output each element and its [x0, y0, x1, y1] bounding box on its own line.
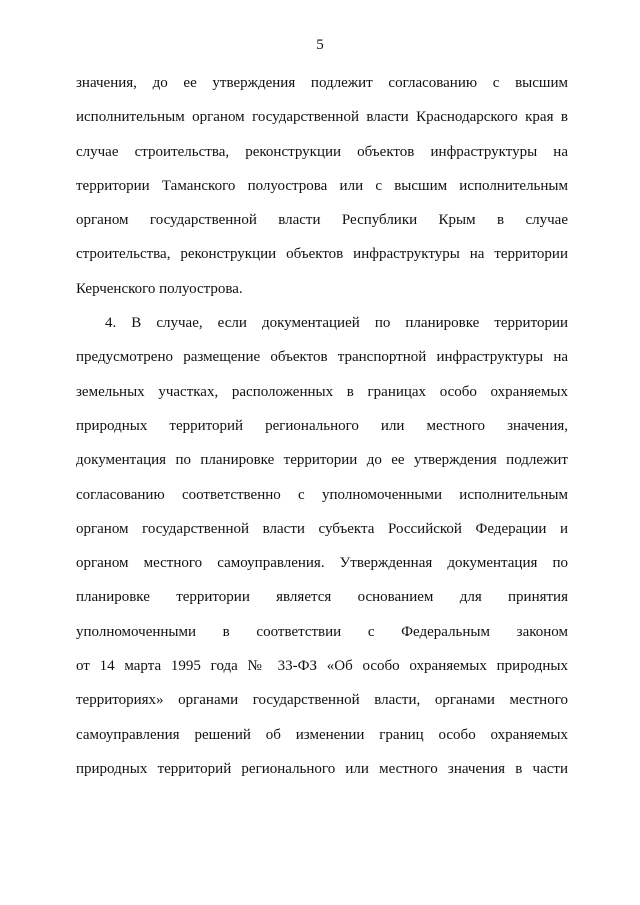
text-line: документация по планировке территории до ее утверждения подлежит [76, 452, 568, 469]
text-line: значения, до ее утверждения подлежит согласованию с высшим [76, 75, 568, 91]
text-line: органом государственной власти субъекта Российской Федерации и [76, 520, 568, 537]
text-line: уполномоченными в соответствии с Федеральным законом [76, 623, 568, 640]
text-line: органом государственной власти Республики Крым в случае [76, 212, 568, 229]
text-line: предусмотрено размещение объектов транспортной инфраструктуры на [76, 349, 568, 366]
text-line: планировке территории является основанием для принятия [76, 589, 568, 606]
text-line: территориях» органами государственной власти, органами местного [76, 692, 568, 709]
text-line: природных территорий регионального или местного значения в части [76, 760, 568, 777]
text-line: территории Таманского полуострова или с высшим исполнительным [76, 177, 568, 194]
text-line: Керченского полуострова. [76, 280, 243, 297]
text-line: от 14 марта 1995 года № 33-ФЗ «Об особо охраняемых природных [76, 658, 568, 675]
document-body [76, 66, 568, 786]
text-line: согласованию соответственно с уполномоченными исполнительным [76, 486, 568, 503]
page-number: 5 [316, 37, 324, 53]
text-line: 4. В случае, если документацией по планировке территории [105, 315, 568, 332]
text-line: органом местного самоуправления. Утвержденная документация по [76, 555, 568, 572]
text-line: земельных участках, расположенных в границах особо охраняемых [76, 383, 568, 400]
text-line: случае строительства, реконструкции объектов инфраструктуры на [76, 143, 568, 160]
text-line: исполнительным органом государственной власти Краснодарского края в [76, 109, 568, 126]
text-line: строительства, реконструкции объектов инфраструктуры на территории [76, 246, 568, 263]
text-line: природных территорий регионального или местного значения, [76, 417, 568, 434]
text-line: самоуправления решений об изменении границ особо охраняемых [76, 726, 568, 743]
